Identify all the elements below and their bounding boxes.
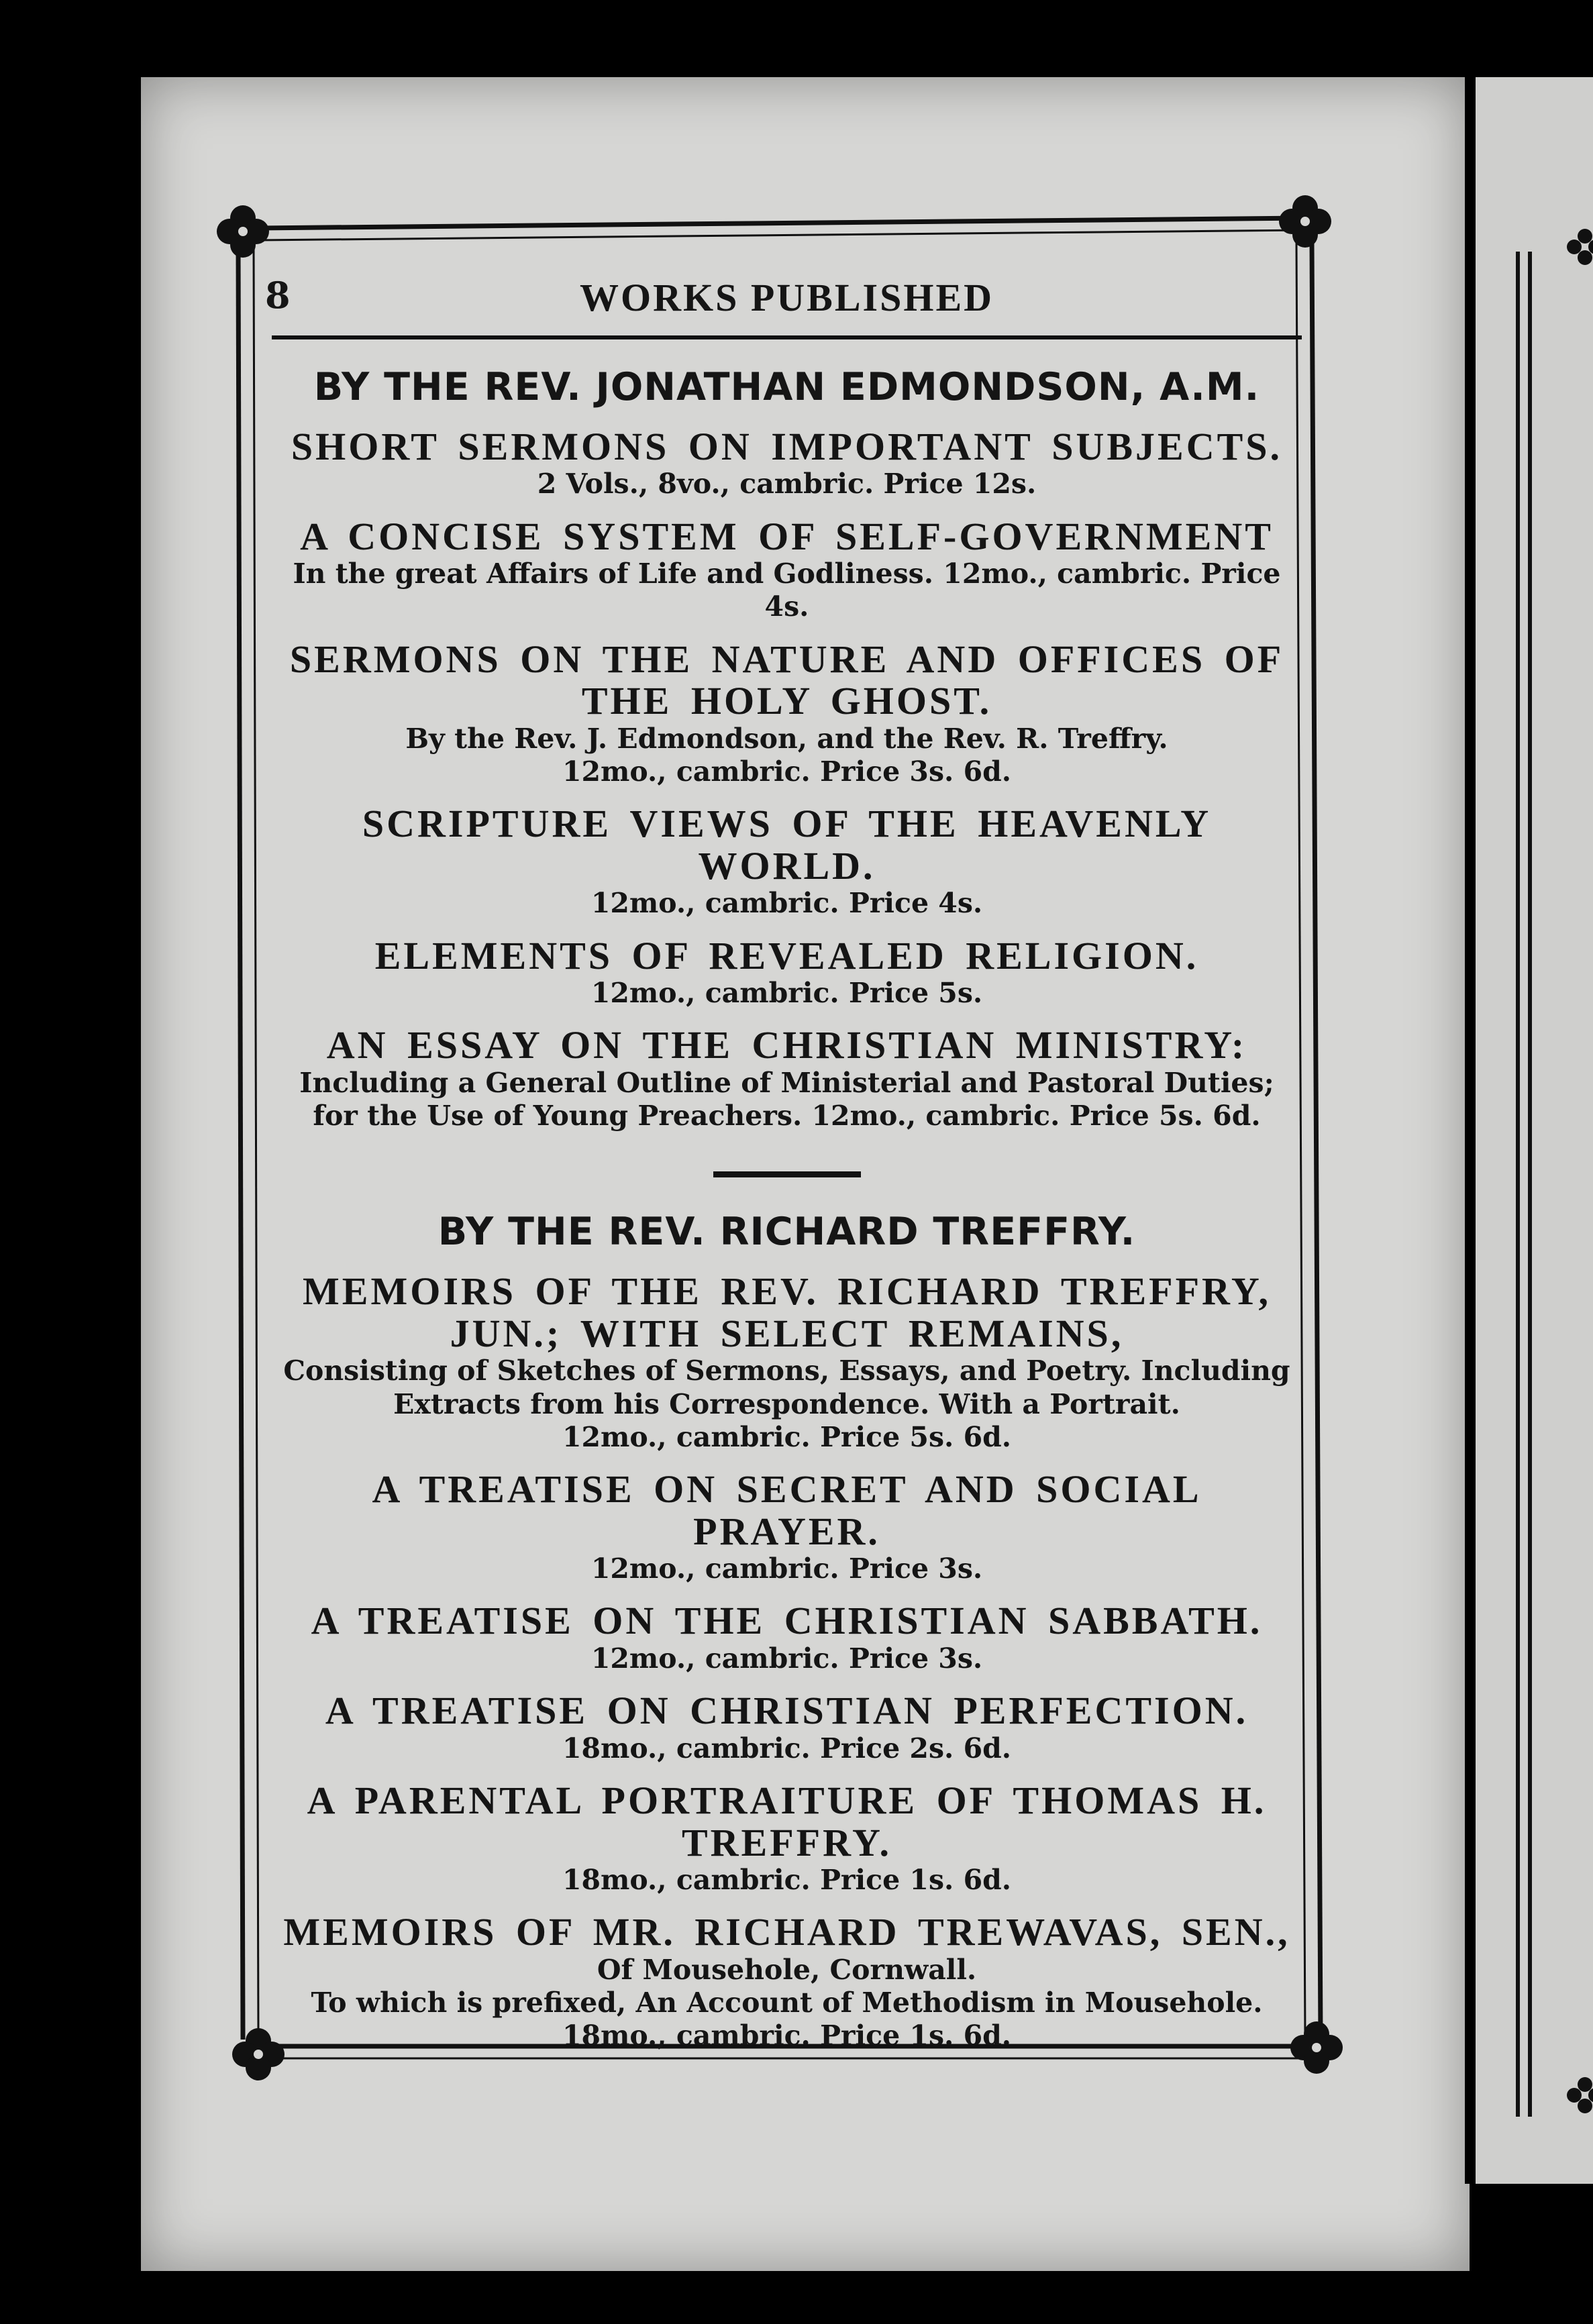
book-title: A TREATISE ON SECRET AND SOCIAL PRAYER.	[372, 1467, 1202, 1553]
book-title: MEMOIRS OF MR. RICHARD TREWAVAS, SEN.,	[283, 1910, 1290, 1954]
quatrefoil-ornament-icon	[1566, 2076, 1593, 2114]
book-detail-line: Of Mousehole, Cornwall.	[597, 1954, 977, 1986]
page-content	[265, 262, 1302, 2052]
facing-border-rule	[1516, 252, 1520, 2117]
book-detail-line: 12mo., cambric. Price 5s. 6d.	[562, 1420, 1012, 1453]
book-detail-line: Consisting of Sketches of Sermons, Essays, and Poetry. Including	[283, 1355, 1290, 1387]
catalogue-sections	[272, 366, 1302, 2053]
book-detail-line: 2 Vols., 8vo., cambric. Price 12s.	[537, 468, 1037, 500]
book-entry	[272, 1780, 1302, 1897]
book-detail-line: 12mo., cambric. Price 5s.	[590, 977, 983, 1010]
book-entry	[272, 1911, 1302, 2052]
facing-page-edge	[1465, 77, 1593, 2184]
author-section	[272, 1211, 1302, 2052]
book-entry	[272, 516, 1302, 624]
section-divider-rule	[713, 1171, 861, 1177]
book-entry	[272, 639, 1302, 789]
book-detail-line: Extracts from his Correspondence. With a Portrait.	[393, 1387, 1180, 1420]
book-detail-line: 12mo., cambric. Price 3s.	[590, 1552, 983, 1585]
book-entry	[272, 1469, 1302, 1585]
book-title: SERMONS ON THE NATURE AND OFFICES OF THE HOLY GHOST.	[289, 637, 1284, 723]
book-entry	[272, 426, 1302, 501]
book-title: MEMOIRS OF THE REV. RICHARD TREFFRY, JUN.; WITH SELECT REMAINS,	[303, 1269, 1271, 1355]
book-title: SCRIPTURE VIEWS OF THE HEAVENLY WORLD.	[362, 802, 1212, 888]
author-section	[272, 366, 1302, 1132]
page-number: 8	[265, 274, 291, 317]
running-head: WORKS PUBLISHED	[579, 276, 994, 319]
book-title: A CONCISE SYSTEM OF SELF-GOVERNMENT	[300, 514, 1274, 558]
book-detail-line: 18mo., cambric. Price 2s. 6d.	[562, 1732, 1012, 1764]
book-entry	[272, 1690, 1302, 1765]
book-detail-line: 18mo., cambric. Price 1s. 6d.	[562, 2019, 1012, 2052]
section-heading: BY THE REV. RICHARD TREFFRY.	[438, 1210, 1136, 1255]
book-entry	[272, 1024, 1302, 1132]
book-detail-line: By the Rev. J. Edmondson, and the Rev. R. Treffry.	[405, 722, 1168, 755]
book-title: A PARENTAL PORTRAITURE OF THOMAS H. TREFFRY.	[307, 1778, 1267, 1864]
book-detail-line: To which is prefixed, An Account of Methodism in Mousehole.	[311, 1987, 1263, 2019]
section-heading: BY THE REV. JONATHAN EDMONDSON, A.M.	[313, 365, 1260, 409]
book-detail-line: 12mo., cambric. Price 3s.	[590, 1642, 983, 1675]
facing-border-rule	[1528, 252, 1532, 2117]
book-entry	[272, 935, 1302, 1010]
book-detail-line: 18mo., cambric. Price 1s. 6d.	[562, 1864, 1012, 1897]
book-title: A TREATISE ON THE CHRISTIAN SABBATH.	[311, 1599, 1263, 1643]
book-title: SHORT SERMONS ON IMPORTANT SUBJECTS.	[291, 424, 1283, 468]
book-detail-line: In the great Affairs of Life and Godliness. 12mo., cambric. Price 4s.	[293, 558, 1281, 623]
quatrefoil-ornament-icon	[1566, 228, 1593, 266]
page-header	[265, 262, 1302, 339]
book-detail-line: 12mo., cambric. Price 4s.	[590, 887, 983, 920]
book-entry	[272, 803, 1302, 920]
book-title: AN ESSAY ON THE CHRISTIAN MINISTRY:	[326, 1023, 1247, 1067]
book-title: ELEMENTS OF REVEALED RELIGION.	[374, 933, 1199, 978]
book-detail-line: Including a General Outline of Ministerial and Pastoral Duties;	[299, 1067, 1274, 1099]
book-title: A TREATISE ON CHRISTIAN PERFECTION.	[325, 1689, 1249, 1733]
book-entry	[272, 1271, 1302, 1454]
book-entry	[272, 1600, 1302, 1675]
book-detail-line: for the Use of Young Preachers. 12mo., cambric. Price 5s. 6d.	[313, 1100, 1261, 1132]
book-detail-line: 12mo., cambric. Price 3s. 6d.	[562, 755, 1012, 788]
